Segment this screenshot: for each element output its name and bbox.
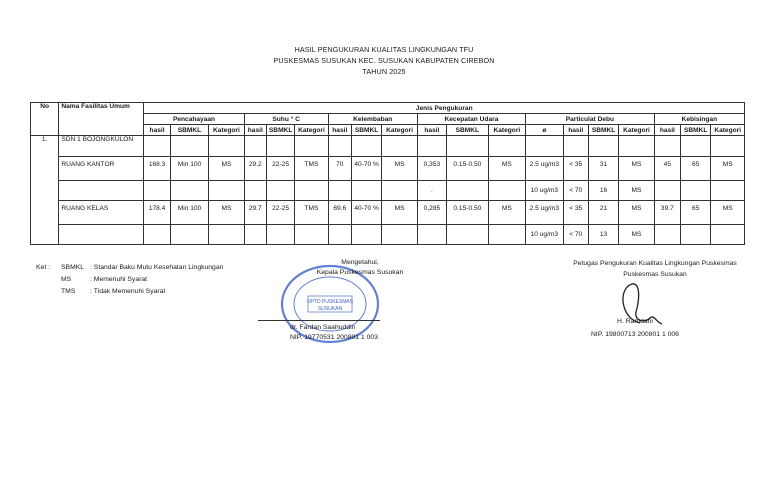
sub-hasil: hasil xyxy=(417,125,446,136)
cell: 178.4 xyxy=(144,201,170,225)
cell: 65 xyxy=(681,201,711,225)
sub-kategori: Kategori xyxy=(295,125,328,136)
cell: MS xyxy=(382,157,417,181)
sub-hasil: hasil xyxy=(654,125,680,136)
kepala-nip: NIP. 19770531 200801 1 003 xyxy=(290,334,378,341)
cell: 31 xyxy=(588,157,618,181)
cell: 2.5 ug/m3 xyxy=(526,157,563,181)
table-subrow xyxy=(31,181,745,201)
sub-sbmkl: SBMKL xyxy=(447,125,489,136)
cell: MS xyxy=(209,157,244,181)
cell: 2.5 ug/m3 xyxy=(526,201,563,225)
cell: < 35 xyxy=(563,201,588,225)
table-row xyxy=(31,201,745,225)
ket-row xyxy=(36,286,223,298)
ket-sep: : xyxy=(90,264,92,271)
sub-kategori: Kategori xyxy=(382,125,417,136)
sub-kategori: Kategori xyxy=(488,125,525,136)
title-line-1: HASIL PENGUKURAN KUALITAS LINGKUNGAN TFU xyxy=(294,45,474,54)
cell: MS xyxy=(619,181,654,201)
sub-kategori: Kategori xyxy=(209,125,244,136)
header-no: No xyxy=(31,103,59,136)
petugas-line-2: Puskesmas Susukan xyxy=(623,271,687,278)
cell: < 70 xyxy=(563,225,588,245)
mengetahui-line-1: Mengetahui, xyxy=(341,259,379,266)
cell: Min 100 xyxy=(170,157,208,181)
cell: MS xyxy=(488,157,525,181)
ket-row xyxy=(36,262,223,274)
mengetahui-line-2: Kepala Puskesmas Susukan xyxy=(316,269,404,276)
cell: 0.15-0.50 xyxy=(447,157,489,181)
ket-abbr: MS xyxy=(61,276,72,283)
ket-label: Ket : xyxy=(36,264,50,271)
ket-sep: : xyxy=(90,288,92,295)
cell: 168.3 xyxy=(144,157,170,181)
cell: 10 ug/m3 xyxy=(526,225,563,245)
cell: 21 xyxy=(588,201,618,225)
cell: 69.6 xyxy=(328,201,351,225)
cell: TMS xyxy=(295,157,328,181)
cell: < 35 xyxy=(563,157,588,181)
header-row-1 xyxy=(31,103,745,114)
cell: TMS xyxy=(295,201,328,225)
sub-sbmkl: SBMKL xyxy=(588,125,618,136)
petugas-nip: NIP. 19800713 200801 1 006 xyxy=(591,331,679,338)
cell: 22-25 xyxy=(266,201,294,225)
cell: 0,353 xyxy=(417,157,446,181)
ket-desc: Tidak Memenuhi Syarat xyxy=(93,288,166,295)
cell: 29.7 xyxy=(244,201,266,225)
cell: 0,285 xyxy=(417,201,446,225)
title-line-3: TAHUN 2025 xyxy=(362,67,406,76)
petugas-line-1: Petugas Pengukuran Kualitas Lingkungan Puskesmas xyxy=(573,260,737,267)
sub-sbmkl: SBMKL xyxy=(170,125,208,136)
cell: 0.15-0.50 xyxy=(447,201,489,225)
cell: MS xyxy=(711,201,745,225)
cell: MS xyxy=(382,201,417,225)
group-kebisingan: Kebisingan xyxy=(654,114,744,125)
cell: . xyxy=(417,181,446,201)
measurement-table xyxy=(30,102,745,245)
cell: 45 xyxy=(654,157,680,181)
document-title xyxy=(0,44,768,77)
facility-no: 1. xyxy=(31,136,59,245)
group-kecepatan-udara: Kecepatan Udara xyxy=(417,114,525,125)
room-name: RUANG KANTOR xyxy=(59,157,144,181)
ket-abbr: TMS xyxy=(61,288,76,295)
cell: MS xyxy=(488,201,525,225)
ket-desc: Standar Baku Mutu Kesehatan Lingkungan xyxy=(93,264,224,271)
cell: Min 100 xyxy=(170,201,208,225)
cell: 40-70 % xyxy=(351,201,381,225)
svg-text:SUSUKAN: SUSUKAN xyxy=(317,306,343,312)
petugas-name: H. Ramdani xyxy=(617,318,653,325)
sub-hasil: hasil xyxy=(144,125,170,136)
cell: 29.2 xyxy=(244,157,266,181)
keterangan xyxy=(36,262,223,298)
group-suhu: Suhu ° C xyxy=(244,114,328,125)
sub-kategori: Kategori xyxy=(619,125,654,136)
cell: 22-25 xyxy=(266,157,294,181)
svg-text:UPTD PUSKESMAS: UPTD PUSKESMAS xyxy=(306,299,354,305)
cell xyxy=(417,225,446,245)
ket-abbr: SBMKL xyxy=(61,264,85,271)
table-row xyxy=(31,157,745,181)
sub-hasil: hasil xyxy=(563,125,588,136)
cell: < 70 xyxy=(563,181,588,201)
sub-hasil: hasil xyxy=(328,125,351,136)
group-pencahayaan: Pencahayaan xyxy=(144,114,244,125)
cell: MS xyxy=(619,225,654,245)
facility-row xyxy=(31,136,745,157)
cell: 70 xyxy=(328,157,351,181)
header-nama: Nama Fasilitas Umum xyxy=(59,103,144,136)
sub-sbmkl: SBMKL xyxy=(351,125,381,136)
ket-row xyxy=(36,274,223,286)
petugas-block xyxy=(560,258,750,340)
ket-sep: : xyxy=(90,276,92,283)
title-line-2: PUSKESMAS SUSUKAN KEC. SUSUKAN KABUPATEN CIREBON xyxy=(273,56,495,65)
cell: 40-70 % xyxy=(351,157,381,181)
sub-sbmkl: SBMKL xyxy=(266,125,294,136)
facility-name: SDN 1 BOJONGKULON xyxy=(59,136,144,157)
sub-hasil: hasil xyxy=(244,125,266,136)
cell: MS xyxy=(619,201,654,225)
sub-kategori: Kategori xyxy=(711,125,745,136)
ket-desc: Memenuhi Syarat xyxy=(93,276,148,283)
cell: 13 xyxy=(588,225,618,245)
table-subrow xyxy=(31,225,745,245)
sub-sbmkl: SBMKL xyxy=(681,125,711,136)
mengetahui-block xyxy=(270,258,420,343)
sub-phi: ø xyxy=(526,125,563,136)
room-name: RUANG KELAS xyxy=(59,201,144,225)
cell: MS xyxy=(209,201,244,225)
cell: 16 xyxy=(588,181,618,201)
cell: 10 ug/m3 xyxy=(526,181,563,201)
cell: MS xyxy=(619,157,654,181)
cell: MS xyxy=(711,157,745,181)
cell: 39.7 xyxy=(654,201,680,225)
group-particulat-debu: Particulat Debu xyxy=(526,114,655,125)
group-kelembaban: Kelembaban xyxy=(328,114,417,125)
cell: 65 xyxy=(681,157,711,181)
kepala-name: dr. Fardan Saahuddin xyxy=(290,324,356,331)
header-jenis: Jenis Pengukuran xyxy=(144,103,745,114)
